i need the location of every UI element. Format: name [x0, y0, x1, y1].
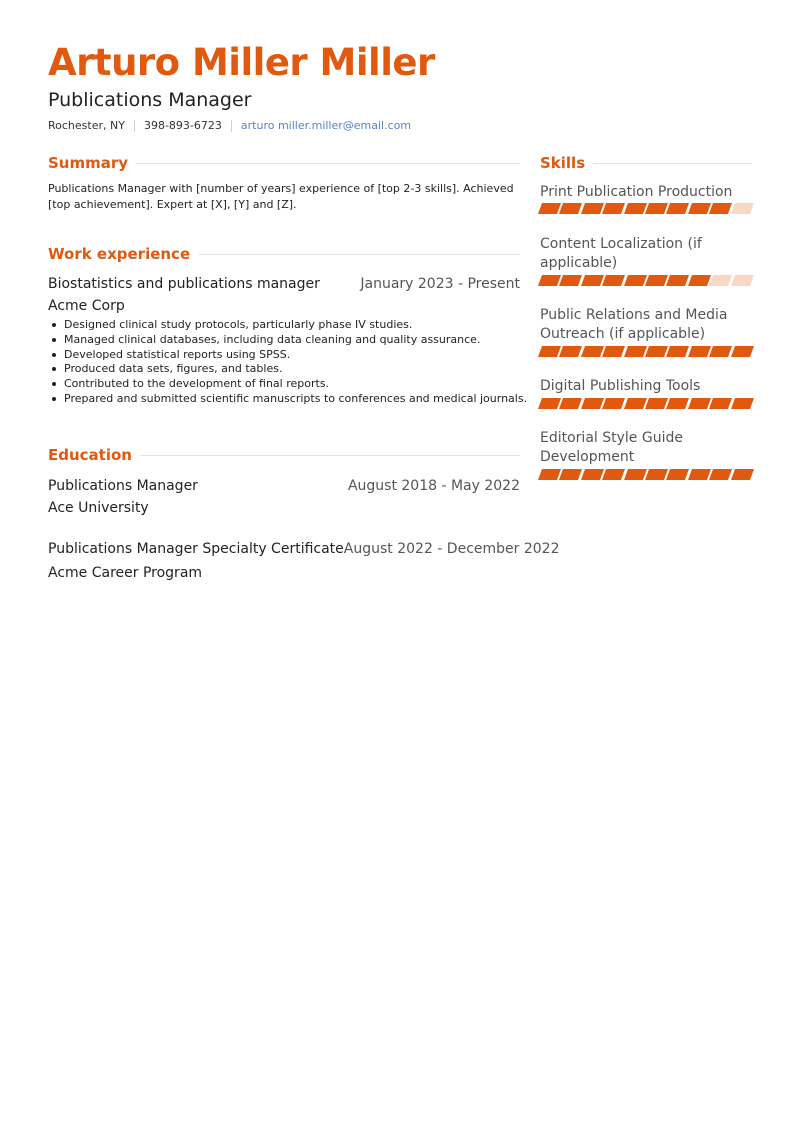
skill-segment-filled — [666, 203, 689, 214]
job-bullet: Produced data sets, figures, and tables. — [48, 362, 527, 377]
candidate-title: Publications Manager — [48, 89, 252, 111]
skill-level-bar — [540, 398, 754, 409]
contact-phone[interactable]: 398-893-6723 — [143, 119, 222, 132]
job-bullet: Developed statistical reports using SPSS. — [48, 348, 527, 363]
contact-line — [48, 119, 411, 133]
section-divider — [136, 163, 520, 164]
skill-segment-filled — [581, 203, 604, 214]
skill-segment-filled — [645, 203, 668, 214]
skill-name: Public Relations and Media Outreach (if applicable) — [540, 307, 728, 342]
skill-name: Content Localization (if applicable) — [540, 236, 702, 271]
job-bullet: Prepared and submitted scientific manuscripts to conferences and medical journals. — [48, 392, 527, 407]
skill-segment-filled — [645, 275, 668, 286]
education-degree: Publications Manager Specialty Certificate — [48, 541, 344, 557]
skill-segment-filled — [666, 398, 689, 409]
skill-segment-filled — [538, 203, 561, 214]
skill-segment-filled — [581, 398, 604, 409]
skill-segment-filled — [559, 398, 582, 409]
education-header-row — [48, 540, 560, 558]
skill-segment-filled — [709, 398, 732, 409]
skill-segment-filled — [688, 203, 711, 214]
work-heading-label: Work experience — [48, 245, 191, 263]
skill-segment-filled — [559, 203, 582, 214]
skill-segment-filled — [624, 469, 647, 480]
education-school: Ace University — [48, 500, 149, 516]
skill-segment-filled — [688, 469, 711, 480]
education-heading-label: Education — [48, 446, 132, 464]
education-school: Acme Career Program — [48, 565, 203, 581]
skill-segment-filled — [645, 398, 668, 409]
skill-segment-filled — [581, 469, 604, 480]
education-dates: August 2018 - May 2022 — [347, 478, 520, 494]
section-divider — [198, 254, 520, 255]
skill-segment-filled — [581, 275, 604, 286]
contact-location: Rochester, NY — [48, 119, 125, 132]
job-company: Acme Corp — [48, 298, 125, 314]
summary-heading-label: Summary — [48, 154, 129, 172]
skill-segment-filled — [624, 203, 647, 214]
skill-segment-empty — [709, 275, 732, 286]
skills-section-heading — [540, 154, 752, 172]
section-divider — [593, 163, 752, 164]
skill-segment-filled — [538, 346, 561, 357]
skill-segment-filled — [538, 275, 561, 286]
education-degree: Publications Manager — [48, 478, 198, 494]
skill-segment-filled — [731, 469, 754, 480]
skill-segment-filled — [538, 469, 561, 480]
skill-level-bar — [540, 203, 754, 214]
skills-heading-label: Skills — [540, 154, 586, 172]
candidate-name: Arturo Miller Miller — [48, 41, 435, 84]
skill-name: Print Publication Production — [540, 184, 733, 200]
summary-text: Publications Manager with [number of years] experience of [top 2-3 skills]. Achieved [top achievement]. Expert at [X], [Y] and [Z]. — [48, 182, 514, 211]
skill-segment-filled — [559, 275, 582, 286]
job-header-row — [48, 275, 520, 293]
skill-level-bar — [540, 469, 754, 480]
skill-segment-filled — [645, 469, 668, 480]
education-header-row — [48, 477, 520, 495]
skill-segment-filled — [602, 275, 625, 286]
section-divider — [140, 455, 520, 456]
skill-level-bar — [540, 346, 754, 357]
skill-segment-filled — [666, 469, 689, 480]
skill-segment-filled — [688, 346, 711, 357]
skill-segment-filled — [688, 398, 711, 409]
job-title: Biostatistics and publications manager — [48, 276, 320, 292]
contact-divider — [231, 120, 232, 132]
skill-segment-filled — [645, 346, 668, 357]
work-section-heading — [48, 245, 520, 263]
skill-segment-filled — [602, 203, 625, 214]
job-bullet: Managed clinical databases, including data cleaning and quality assurance. — [48, 333, 527, 348]
skill-segment-filled — [624, 346, 647, 357]
skill-segment-filled — [602, 469, 625, 480]
skill-segment-filled — [709, 346, 732, 357]
skill-segment-filled — [731, 398, 754, 409]
skill-segment-filled — [559, 469, 582, 480]
job-bullet: Designed clinical study protocols, particularly phase IV studies. — [48, 318, 527, 333]
job-bullet-list — [48, 318, 527, 407]
contact-divider — [134, 120, 135, 132]
job-dates: January 2023 - Present — [360, 276, 520, 292]
skill-segment-filled — [559, 346, 582, 357]
skill-segment-filled — [624, 398, 647, 409]
skill-level-bar — [540, 275, 754, 286]
skill-segment-filled — [709, 469, 732, 480]
skill-segment-filled — [666, 346, 689, 357]
skill-name: Digital Publishing Tools — [540, 378, 701, 394]
skill-segment-filled — [602, 346, 625, 357]
skill-segment-filled — [709, 203, 732, 214]
skill-segment-filled — [538, 398, 561, 409]
skill-segment-filled — [624, 275, 647, 286]
summary-section-heading — [48, 154, 520, 172]
skill-segment-filled — [731, 346, 754, 357]
skill-segment-filled — [688, 275, 711, 286]
education-dates: August 2022 - December 2022 — [343, 541, 560, 557]
skill-segment-empty — [731, 275, 754, 286]
skill-segment-filled — [602, 398, 625, 409]
job-bullet: Contributed to the development of final reports. — [48, 377, 527, 392]
skill-segment-filled — [581, 346, 604, 357]
skill-name: Editorial Style Guide Development — [540, 430, 683, 465]
contact-email-link[interactable]: arturo miller.miller@email.com — [240, 119, 412, 132]
education-section-heading — [48, 446, 520, 464]
skill-segment-empty — [731, 203, 754, 214]
skill-segment-filled — [666, 275, 689, 286]
